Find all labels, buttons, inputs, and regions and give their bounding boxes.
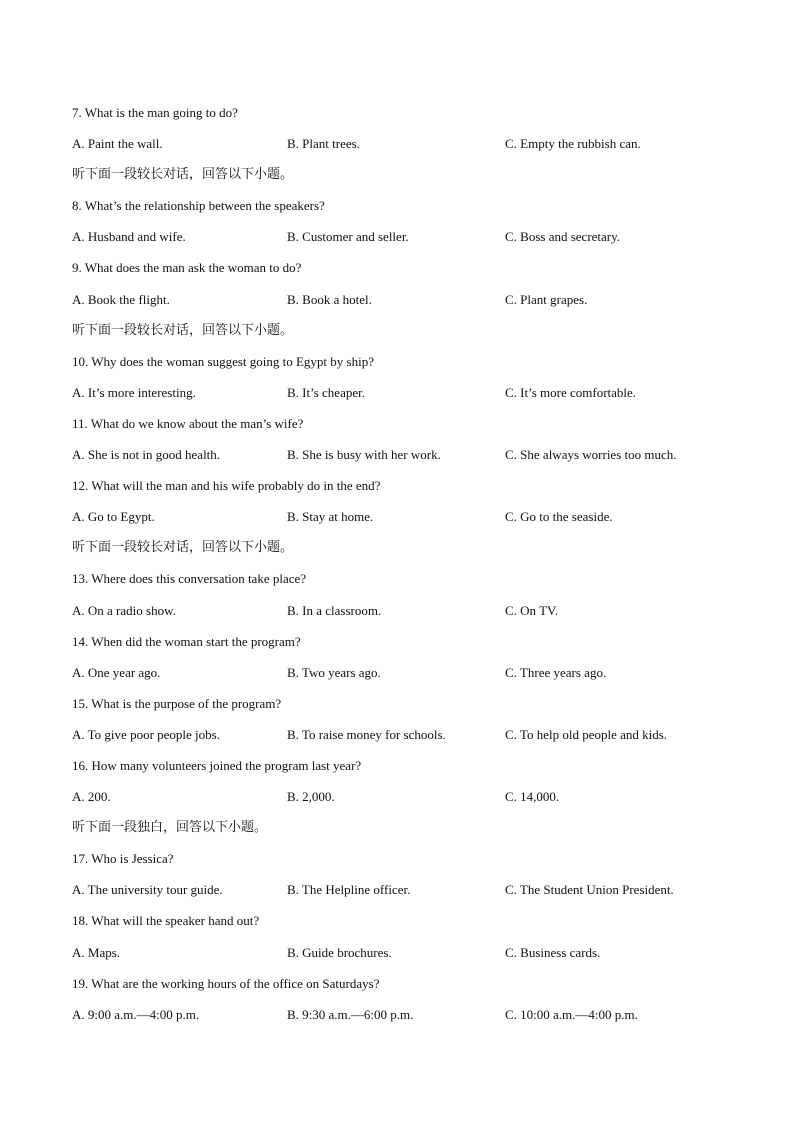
options-row <box>72 507 722 538</box>
option-c: C. 10:00 a.m.—4:00 p.m. <box>505 1006 638 1022</box>
question-text: 12. What will the man and his wife probably do in the end? <box>72 478 381 494</box>
option-a: A. It’s more interesting. <box>72 384 196 400</box>
section-text: 听下面一段较长对话，回答以下小题。 <box>72 167 294 183</box>
option-c: C. Three years ago. <box>505 664 607 680</box>
question <box>72 258 722 289</box>
option-a: A. She is not in good health. <box>72 447 221 463</box>
question <box>72 352 722 383</box>
options-row <box>72 787 722 818</box>
question-text: 9. What does the man ask the woman to do? <box>72 260 302 276</box>
section-instruction <box>72 165 722 196</box>
option-c: C. 14,000. <box>505 789 560 805</box>
options-row <box>72 725 722 756</box>
option-b: B. It’s cheaper. <box>287 384 365 400</box>
options-row <box>72 601 722 632</box>
options-row <box>72 383 722 414</box>
question <box>72 414 722 445</box>
option-b: B. The Helpline officer. <box>287 882 411 898</box>
options-row <box>72 880 722 911</box>
question-text: 16. How many volunteers joined the program last year? <box>72 757 362 773</box>
question-text: 11. What do we know about the man’s wife? <box>72 415 304 431</box>
option-a: A. Book the flight. <box>72 291 170 307</box>
option-a: A. Husband and wife. <box>72 229 186 245</box>
option-b: B. Book a hotel. <box>287 291 372 307</box>
options-row <box>72 943 722 974</box>
options-row <box>72 1005 722 1036</box>
option-b: B. To raise money for schools. <box>287 726 446 742</box>
exam-page <box>72 103 722 1036</box>
question <box>72 911 722 942</box>
question-text: 14. When did the woman start the program? <box>72 633 301 649</box>
option-c: C. Plant grapes. <box>505 291 588 307</box>
question <box>72 103 722 134</box>
options-row <box>72 290 722 321</box>
option-c: C. Empty the rubbish can. <box>505 136 641 152</box>
question <box>72 569 722 600</box>
option-a: A. Paint the wall. <box>72 136 163 152</box>
option-a: A. To give poor people jobs. <box>72 726 220 742</box>
option-b: B. Stay at home. <box>287 509 374 525</box>
section-instruction <box>72 321 722 352</box>
options-row <box>72 663 722 694</box>
section-instruction <box>72 818 722 849</box>
option-c: C. She always worries too much. <box>505 447 677 463</box>
question <box>72 196 722 227</box>
option-b: B. Plant trees. <box>287 136 360 152</box>
question-text: 13. Where does this conversation take place? <box>72 571 307 587</box>
question-text: 17. Who is Jessica? <box>72 851 174 867</box>
option-b: B. 2,000. <box>287 789 335 805</box>
question <box>72 974 722 1005</box>
section-instruction <box>72 538 722 569</box>
question-text: 10. Why does the woman suggest going to Egypt by ship? <box>72 353 374 369</box>
option-b: B. 9:30 a.m.—6:00 p.m. <box>287 1006 414 1022</box>
option-a: A. On a radio show. <box>72 602 176 618</box>
option-c: C. The Student Union President. <box>505 882 674 898</box>
option-b: B. She is busy with her work. <box>287 447 441 463</box>
options-row <box>72 134 722 165</box>
question <box>72 632 722 663</box>
section-text: 听下面一段独白，回答以下小题。 <box>72 820 268 836</box>
option-a: A. The university tour guide. <box>72 882 223 898</box>
option-b: B. Guide brochures. <box>287 944 392 960</box>
question-text: 8. What’s the relationship between the speakers? <box>72 198 325 214</box>
option-a: A. Go to Egypt. <box>72 509 155 525</box>
section-text: 听下面一段较长对话，回答以下小题。 <box>72 322 294 338</box>
option-c: C. It’s more comfortable. <box>505 384 637 400</box>
options-row <box>72 445 722 476</box>
question-text: 19. What are the working hours of the office on Saturdays? <box>72 975 380 991</box>
option-a: A. Maps. <box>72 944 121 960</box>
option-c: C. Boss and secretary. <box>505 229 621 245</box>
options-row <box>72 227 722 258</box>
option-a: A. 200. <box>72 789 111 805</box>
question <box>72 694 722 725</box>
question-text: 15. What is the purpose of the program? <box>72 695 282 711</box>
question-text: 7. What is the man going to do? <box>72 105 238 120</box>
question-text: 18. What will the speaker hand out? <box>72 913 260 929</box>
option-c: C. Business cards. <box>505 944 601 960</box>
section-text: 听下面一段较长对话，回答以下小题。 <box>72 540 294 556</box>
option-b: B. In a classroom. <box>287 602 382 618</box>
option-c: C. Go to the seaside. <box>505 509 613 525</box>
question <box>72 756 722 787</box>
question <box>72 476 722 507</box>
option-b: B. Two years ago. <box>287 664 381 680</box>
option-b: B. Customer and seller. <box>287 229 409 245</box>
option-a: A. One year ago. <box>72 664 161 680</box>
question <box>72 849 722 880</box>
option-c: C. On TV. <box>505 602 558 618</box>
option-a: A. 9:00 a.m.—4:00 p.m. <box>72 1006 200 1022</box>
option-c: C. To help old people and kids. <box>505 726 668 742</box>
